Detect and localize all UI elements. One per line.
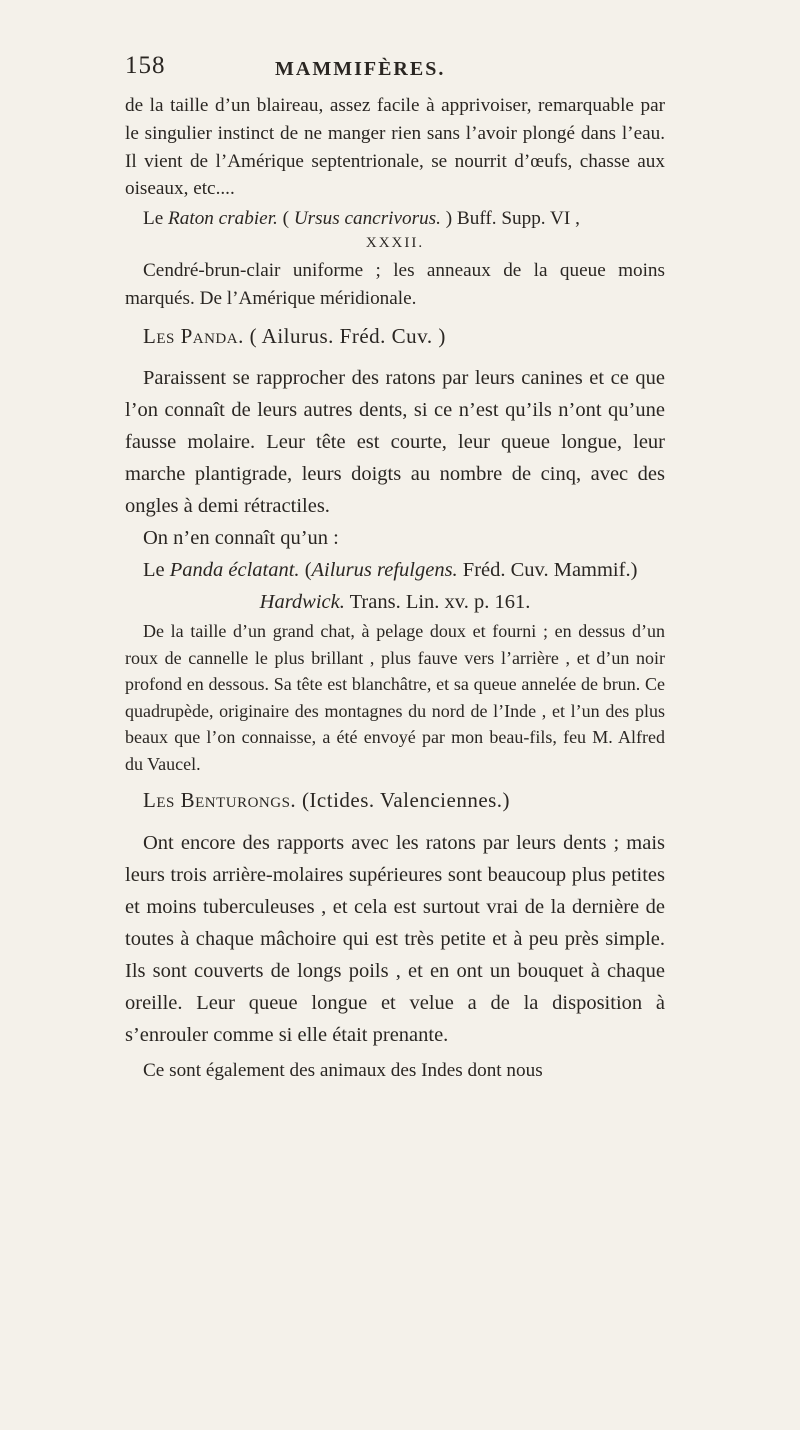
species-latin-name: Ursus cancrivorus. bbox=[293, 208, 441, 230]
species-latin-name: Ailurus refulgens. bbox=[311, 559, 458, 582]
species-citation-ref: XXXII. bbox=[365, 234, 425, 251]
species-citation: ) Buff. Supp. VI , bbox=[440, 208, 580, 230]
species-raton-crabier bbox=[125, 205, 665, 233]
species-paren-open: ( bbox=[299, 559, 312, 582]
section-heading-benturongs bbox=[125, 787, 665, 815]
species-panda-eclatant bbox=[125, 554, 665, 586]
species-citation: Fréd. Cuv. Mammif.) bbox=[457, 559, 638, 582]
paragraph-benturongs: Ont encore des rapports avec les ratons par leurs dents ; mais leurs trois arrière-molaires supérieures sont beaucoup plus petites et moins tuberculeuses , et cela est surtout vrai de la dernière de toutes à chaque mâchoire qui est très petite et à peu près simple. Ils sont couverts de longs poils , et en ont un bouquet à chaque oreille. Leur queue longue et velue a de la disposition à s’enrouler comme si elle était prenante. bbox=[125, 832, 665, 1047]
species-common-name: Raton crabier. bbox=[168, 208, 278, 230]
heading-genus: ( Ailurus. Fréd. Cuv. ) bbox=[243, 323, 446, 348]
species-citation-line2 bbox=[125, 586, 665, 618]
section-heading-panda bbox=[125, 323, 665, 351]
paragraph-raton-laveur-end: de la taille d’un blaireau, assez facile à apprivoiser, remarquable par le singulier instinct de ne manger rien sans l’avoir plongé dans l’eau. Il vient de l’Amérique septentrionale, se nourrit d’œufs, chasse aux oiseaux, etc.... bbox=[125, 95, 665, 200]
page-header bbox=[125, 52, 665, 86]
species-paren-open: ( bbox=[277, 208, 294, 230]
paragraph-continuation: Ce sont également des animaux des Indes dont nous bbox=[143, 1060, 543, 1082]
paragraph-panda-description: Paraissent se rapprocher des ratons par leurs canines et ce que l’on connaît de leurs autres dents, si ce n’est qu’ils n’ont qu’une fausse molaire. Leur tête est courte, leur queue longue, leur marche plantigrade, leurs doigts au nombre de cinq, avec des ongles à demi rétractiles. bbox=[125, 367, 665, 518]
heading-genus: (Ictides. Valenciennes.) bbox=[296, 788, 511, 813]
paragraph-panda-eclatant: De la taille d’un grand chat, à pelage doux et fourni ; en dessus d’un roux de cannelle le plus brillant , plus fauve vers l’arrière , et d’un noir profond en dessous. Sa tête est blanchâtre, et sa queue annelée de brun. Ce quadrupède, originaire des montagnes du nord de l’Inde , et l’un des plus beaux que l’on connaisse, a été envoyé par mon beau-fils, feu M. Alfred du Vaucel. bbox=[125, 621, 665, 774]
species-prefix: Le bbox=[143, 559, 170, 582]
citation-author: Hardwick. bbox=[259, 591, 345, 614]
species-prefix: Le bbox=[143, 208, 169, 230]
paragraph-panda-count: On n’en connaît qu’un : bbox=[143, 527, 339, 550]
running-title: MAMMIFÈRES. bbox=[275, 58, 446, 80]
body-text bbox=[125, 92, 665, 1085]
heading-title: Les Panda. bbox=[143, 323, 244, 348]
page-number: 158 bbox=[125, 52, 166, 79]
species-common-name: Panda éclatant. bbox=[169, 559, 300, 582]
heading-title: Les Benturongs. bbox=[143, 788, 297, 813]
paragraph-raton-crabier: Cendré-brun-clair uniforme ; les anneaux de la queue moins marqués. De l’Amérique méridionale. bbox=[125, 259, 665, 309]
citation-source: Trans. Lin. xv. p. 161. bbox=[344, 591, 531, 614]
